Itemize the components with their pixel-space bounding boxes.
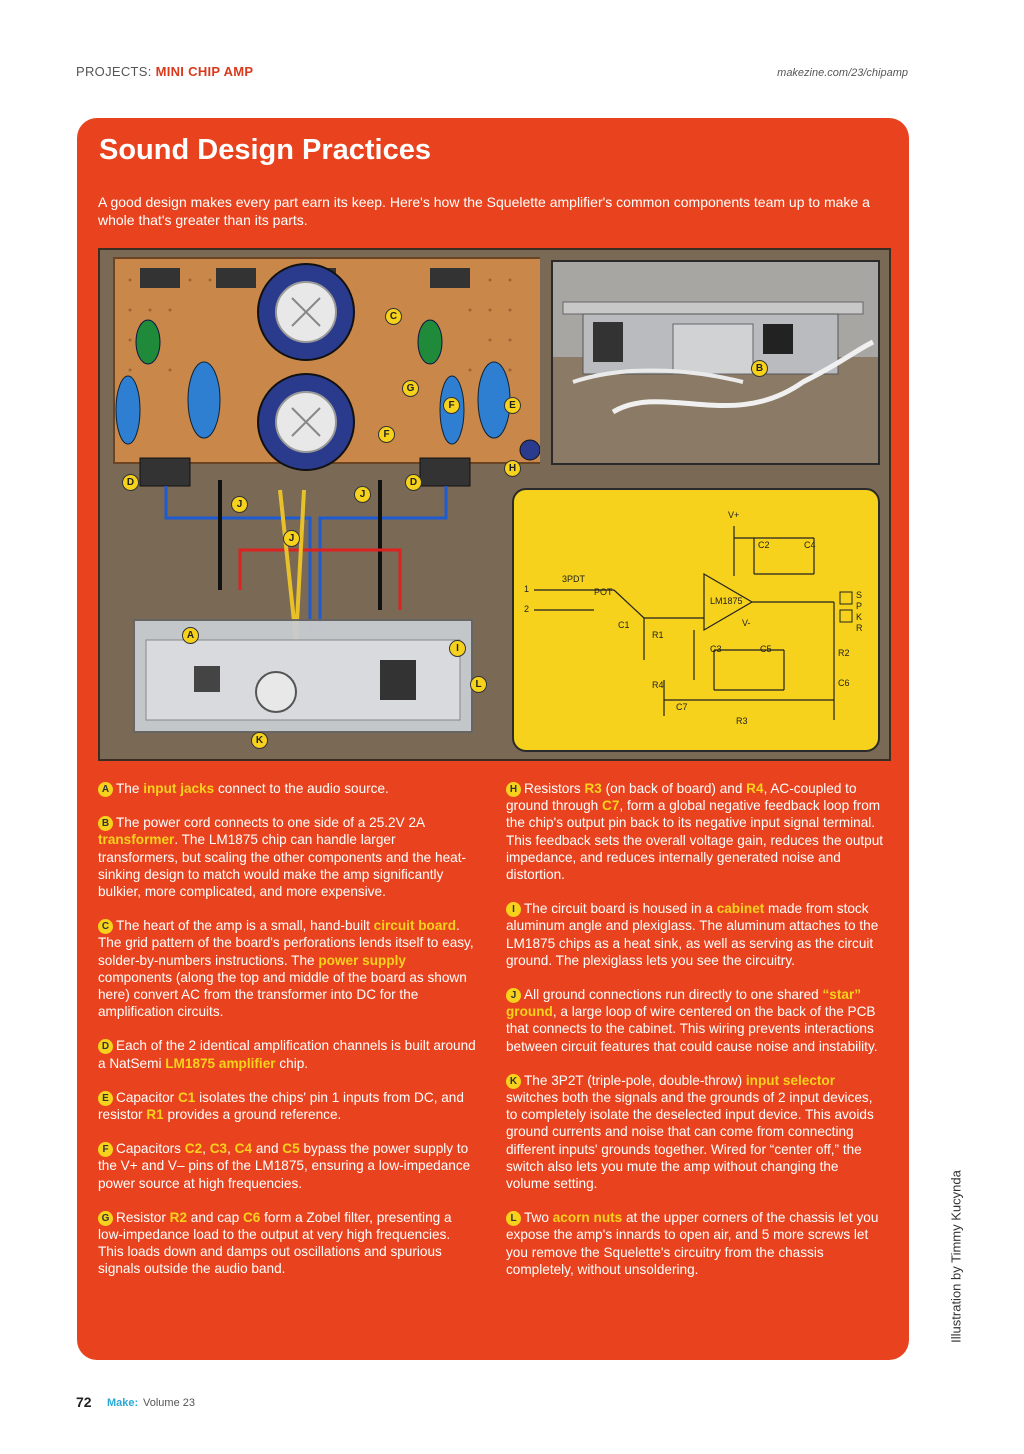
badge-a: A bbox=[98, 782, 113, 797]
badge-k: K bbox=[506, 1074, 521, 1089]
magazine-brand: Make: bbox=[107, 1397, 139, 1409]
badge-i: I bbox=[506, 902, 521, 917]
item-l bbox=[506, 1209, 886, 1278]
item-f-text1: Capacitors bbox=[116, 1141, 185, 1157]
item-f-highlight4: C5 bbox=[282, 1141, 300, 1157]
schematic-c2: C2 bbox=[758, 540, 770, 550]
amp-illustration bbox=[98, 248, 891, 761]
schematic-c6: C6 bbox=[838, 678, 850, 688]
item-b-text2: . The LM1875 chip can handle larger transformers, but scaling the other components and the heat-sinking design to match would make the amp significantly bulkier, more complicated, and more expensive. bbox=[98, 832, 466, 900]
item-j-highlight1: “star” ground bbox=[506, 987, 862, 1020]
item-f-sep1: , bbox=[202, 1141, 210, 1157]
schematic-c1: C1 bbox=[618, 620, 630, 630]
badge-c: C bbox=[98, 919, 113, 934]
item-a bbox=[98, 780, 478, 797]
magazine-volume: Volume 23 bbox=[143, 1397, 195, 1409]
callout-c: C bbox=[385, 308, 402, 325]
item-l-text1: Two bbox=[524, 1210, 553, 1226]
transformer-drawing bbox=[553, 262, 878, 463]
item-d-text2: chip. bbox=[275, 1055, 309, 1071]
callout-e: E bbox=[504, 397, 521, 414]
item-g bbox=[98, 1209, 478, 1278]
item-c-highlight1: circuit board bbox=[373, 918, 457, 934]
item-j bbox=[506, 986, 886, 1055]
right-column bbox=[506, 780, 886, 1295]
item-b bbox=[98, 814, 478, 900]
schematic-c5: C5 bbox=[760, 644, 772, 654]
intro-paragraph: A good design makes every part earn its keep. Here's how the Squelette amplifier's common components team up to make a whole that's greater than its parts. bbox=[98, 194, 870, 228]
item-c-text2: . The grid pattern of the board's perforations lends itself to easy, solder-by-numbers instructions. The bbox=[98, 918, 474, 968]
item-e-highlight2: R1 bbox=[146, 1107, 164, 1123]
item-k-text1: The 3P2T (triple-pole, double-throw) bbox=[524, 1072, 746, 1088]
badge-f: F bbox=[98, 1142, 113, 1157]
transformer-photo bbox=[551, 260, 880, 465]
schematic-r1: R1 bbox=[652, 630, 664, 640]
item-f-highlight3: C4 bbox=[234, 1141, 253, 1157]
project-label: MINI CHIP AMP bbox=[155, 64, 254, 79]
item-d-text1: Each of the 2 identical amplification channels is built around a NatSemi bbox=[98, 1038, 476, 1071]
badge-d: D bbox=[98, 1039, 113, 1054]
item-a-text1: The bbox=[116, 781, 144, 796]
badge-e: E bbox=[98, 1091, 113, 1106]
illustration-credit bbox=[942, 1158, 962, 1358]
schematic-r2: R2 bbox=[838, 648, 850, 658]
badge-l: L bbox=[506, 1211, 521, 1226]
item-i-text1: The circuit board is housed in a bbox=[524, 901, 717, 917]
schematic-diagram bbox=[512, 488, 880, 752]
item-l-text2: at the upper corners of the chassis let you expose the amp's innards to open air, and 5 more screws let you remove the Squelette's circuitry from the chassis completely, without unsoldering. bbox=[506, 1210, 879, 1277]
schematic-pot: POT bbox=[594, 587, 613, 597]
item-j-text2: , a large loop of wire centered on the back of the PCB that connects to the cabinet. This wiring prevents interactions between circuit features that could cause noise and instability. bbox=[506, 1004, 878, 1054]
item-f-highlight2: C3 bbox=[209, 1141, 228, 1157]
item-g-text2: and cap bbox=[187, 1209, 243, 1225]
callout-f2: F bbox=[378, 426, 395, 443]
item-h-text3: , AC-coupled to ground through bbox=[506, 781, 857, 814]
callout-d1: D bbox=[122, 474, 139, 491]
badge-b: B bbox=[98, 816, 113, 831]
item-h-text4: , form a global negative feedback loop from the chip's output pin back to its negative input signal terminal. This feedback sets the overall voltage gain, reduces the output impedance, and reduces internally generated noise and distortion. bbox=[506, 798, 884, 883]
item-b-highlight1: transformer bbox=[98, 832, 175, 848]
item-h bbox=[506, 780, 886, 883]
page-title: Sound Design Practices bbox=[99, 134, 431, 166]
schematic-chip: LM1875 bbox=[710, 596, 743, 606]
item-i-text2: made from stock aluminum angle and plexiglass. The aluminum attaches to the LM1875 chips as a heat sink, as well as serving as the circuit ground. The plexiglass lets you see the circuitry. bbox=[506, 901, 879, 968]
item-e-text3: provides a ground reference. bbox=[163, 1107, 342, 1123]
callout-k: K bbox=[251, 732, 268, 749]
callout-j1: J bbox=[231, 496, 248, 513]
item-g-highlight2: C6 bbox=[242, 1209, 261, 1225]
item-e-text2: isolates the chips' pin 1 inputs from DC, and resistor bbox=[98, 1089, 464, 1123]
callout-g: G bbox=[402, 380, 419, 397]
item-c-highlight2: power supply bbox=[318, 952, 406, 968]
schematic-c4: C4 bbox=[804, 540, 816, 550]
item-g-highlight1: R2 bbox=[169, 1209, 188, 1225]
schematic-r4: R4 bbox=[652, 680, 664, 690]
item-h-highlight3: C7 bbox=[602, 798, 620, 814]
item-h-highlight1: R3 bbox=[584, 781, 602, 796]
item-f-highlight1: C2 bbox=[184, 1141, 203, 1157]
item-h-highlight2: R4 bbox=[746, 781, 764, 796]
item-e-highlight1: C1 bbox=[177, 1089, 196, 1105]
item-a-highlight1: input jacks bbox=[143, 781, 215, 796]
item-h-text1: Resistors bbox=[524, 781, 585, 796]
item-f-sep3: and bbox=[252, 1141, 283, 1157]
item-d bbox=[98, 1037, 478, 1071]
item-g-text1: Resistor bbox=[116, 1209, 170, 1225]
callout-i: I bbox=[449, 640, 466, 657]
schematic-c7: C7 bbox=[676, 702, 688, 712]
schematic-c3: C3 bbox=[710, 644, 722, 654]
item-e bbox=[98, 1089, 478, 1123]
callout-l: L bbox=[470, 676, 487, 693]
callout-a: A bbox=[182, 627, 199, 644]
item-k-highlight1: input selector bbox=[745, 1072, 836, 1088]
item-b-text1: The power cord connects to one side of a 25.2V 2A bbox=[116, 815, 425, 831]
item-k bbox=[506, 1072, 886, 1192]
schematic-vplus: V+ bbox=[728, 510, 740, 520]
badge-j: J bbox=[506, 988, 521, 1003]
item-c-text1: The heart of the amp is a small, hand-built bbox=[116, 918, 374, 934]
item-a-text2: connect to the audio source. bbox=[214, 781, 389, 796]
item-d-highlight1: LM1875 amplifier bbox=[165, 1055, 276, 1071]
item-h-text2: (on back of board) and bbox=[601, 781, 747, 796]
schematic-in2: 2 bbox=[524, 604, 530, 614]
header-url[interactable]: makezine.com/23/chipamp bbox=[777, 67, 908, 79]
item-j-text1: All ground connections run directly to one shared bbox=[524, 987, 823, 1003]
badge-h: H bbox=[506, 782, 521, 797]
callout-j2: J bbox=[354, 486, 371, 503]
callout-d2: D bbox=[405, 474, 422, 491]
item-f-sep2: , bbox=[227, 1141, 235, 1157]
item-c-text3: components (along the top and middle of the board as shown here) convert AC from the transformer into DC for the amplification circuits. bbox=[98, 969, 467, 1020]
callout-j3: J bbox=[283, 530, 300, 547]
credit-text: Illustration by Timmy Kucynda bbox=[948, 1170, 964, 1343]
section-label: PROJECTS: bbox=[76, 64, 152, 79]
callout-f1: F bbox=[443, 397, 460, 414]
schematic-spkr: SPKR bbox=[856, 590, 863, 633]
schematic-lines bbox=[514, 490, 878, 750]
running-header bbox=[76, 64, 253, 79]
item-l-highlight1: acorn nuts bbox=[552, 1210, 623, 1226]
page-number: 72 bbox=[76, 1394, 92, 1410]
item-c bbox=[98, 917, 478, 1020]
item-f bbox=[98, 1140, 478, 1192]
schematic-switch: 3PDT bbox=[562, 574, 586, 584]
item-i bbox=[506, 900, 886, 969]
item-f-text2: bypass the power supply to the V+ and V– pins of the LM1875, ensuring a low-impedance power source at high frequencies. bbox=[98, 1141, 471, 1191]
callout-b: B bbox=[751, 360, 768, 377]
callout-h: H bbox=[504, 460, 521, 477]
schematic-vminus: V- bbox=[742, 618, 751, 628]
feature-panel bbox=[77, 118, 909, 1360]
item-k-text2: switches both the signals and the grounds of 2 input devices, to completely isolate the deselected input device. This avoids ground currents and noise that can come from connecting different inputs' grounds together. Wired for “center off,” the switch also lets you mute the amp without changing the volume setting. bbox=[506, 1090, 874, 1192]
left-column bbox=[98, 780, 478, 1295]
item-e-text1: Capacitor bbox=[116, 1089, 178, 1105]
schematic-r3: R3 bbox=[736, 716, 748, 726]
schematic-in1: 1 bbox=[524, 584, 530, 594]
item-i-highlight1: cabinet bbox=[716, 901, 765, 917]
badge-g: G bbox=[98, 1211, 113, 1226]
item-g-text3: form a Zobel filter, presenting a low-impedance load to the output at very high frequencies. This loads down and damps out oscillations and spurious signals outside the audio band. bbox=[98, 1209, 452, 1277]
